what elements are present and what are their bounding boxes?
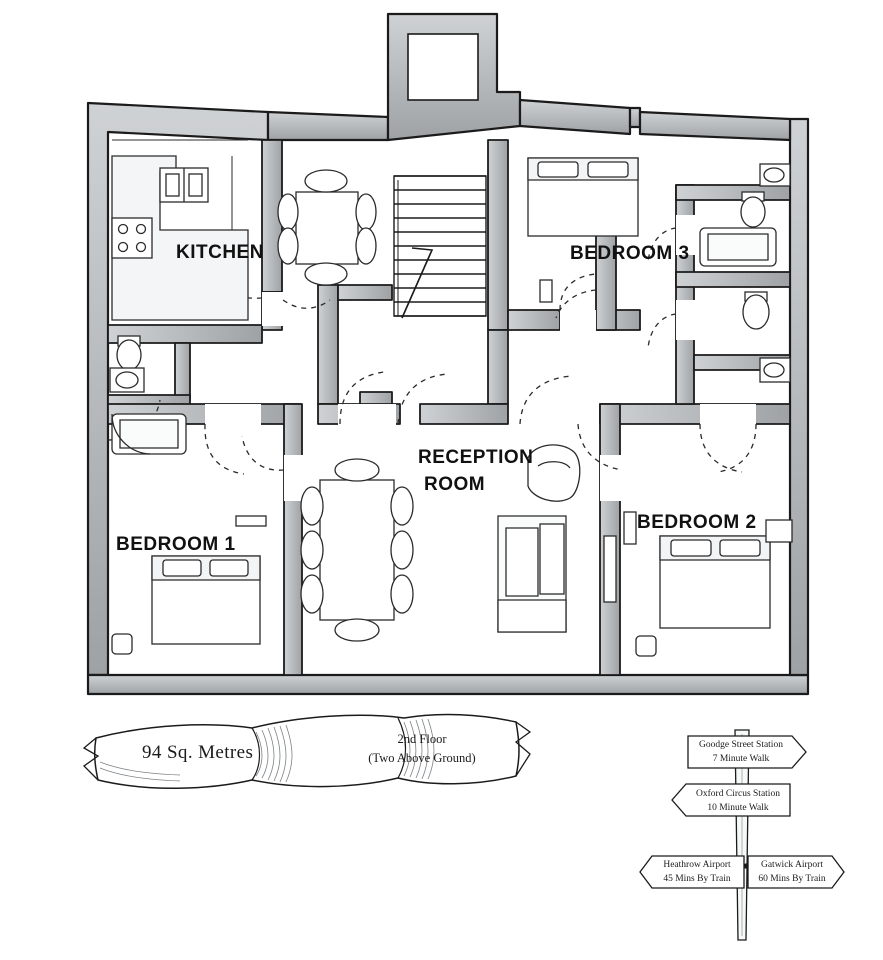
room-label-kitchen: KITCHEN	[176, 242, 264, 263]
kitchen-table	[278, 170, 376, 285]
sign-heathrow-line1: Heathrow Airport	[663, 860, 731, 870]
reception-sofa	[498, 516, 616, 632]
sign-goodge-street-line2: 7 Minute Walk	[712, 754, 770, 764]
room-label-reception-line1: RECEPTION	[418, 447, 534, 468]
kitchen-fixtures	[112, 140, 248, 320]
banner-floor-line2: (Two Above Ground)	[368, 751, 476, 765]
sign-oxford-circus-line2: 10 Minute Walk	[707, 803, 769, 813]
reception-armchair	[528, 445, 580, 501]
sign-goodge-street-line1: Goodge Street Station	[699, 740, 783, 750]
room-label-bedroom-2: BEDROOM 2	[637, 512, 757, 533]
sign-gatwick-line1: Gatwick Airport	[760, 860, 823, 870]
bedroom3-furniture	[528, 158, 638, 302]
room-label-reception-line2: ROOM	[424, 474, 486, 495]
banner-area-text: 94 Sq. Metres	[142, 742, 254, 763]
room-label-bedroom-1: BEDROOM 1	[116, 534, 236, 555]
reception-dining-table	[301, 459, 413, 641]
sign-gatwick-line2: 60 Mins By Train	[758, 874, 826, 884]
sign-heathrow-line2: 45 Mins By Train	[663, 874, 731, 884]
sign-oxford-circus-line1: Oxford Circus Station	[696, 789, 780, 799]
room-label-bedroom-3: BEDROOM 3	[570, 243, 690, 264]
banner-floor-line1: 2nd Floor	[397, 732, 447, 746]
staircase	[394, 176, 486, 318]
chimney-void	[408, 34, 478, 100]
